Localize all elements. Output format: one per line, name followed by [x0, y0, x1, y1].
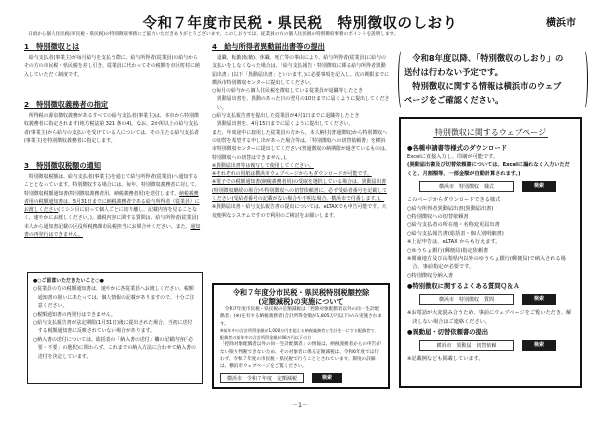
section-2 — [24, 100, 202, 145]
section-4-note: ※電子での税額通知書(納税義務者用)の受取を選択している場合は、異動届出書(特別徴収継続の場合)や特別徴収への切替依頼書に、必ず受給者番号を記載してください(受給者番号の記載がない場合や不明な場合、横浜市で付番します。)。 — [212, 179, 387, 203]
tax-box-body: 令和7年度市民税・県民税の定額減税は「控除対象配偶者以外の同一生計配偶者」(※)を有する納税義務者(合計所得金額が1,805万円以下)のみ実施されます。 — [220, 307, 382, 327]
section-4-note: ※異動届出書・給与支払報告書の提出については、eLTAXでも申告可能です。大変便利なシステムですので利用のご検討をお願いします。 — [212, 204, 387, 219]
forms-intro: このページからダウンロードできる様式 — [407, 197, 501, 204]
form-item: ○給与支払者の所在地・名称変更届出書 — [407, 222, 500, 229]
section-1-heading: 1 特別徴収とは — [24, 42, 80, 51]
form-note: ※関東地方及び山梨県内以外のゆうちょ銀行(郵便局)で納入される場合、事前指定が必要です。 — [407, 256, 566, 271]
notice-title: ●○ご留意いただきたいこと○● — [33, 278, 104, 284]
web-box-title — [407, 127, 574, 138]
submit-search-field[interactable]: 横浜市 異動届 切替依頼 — [419, 340, 514, 351]
download-desc: Excelに直接入力し、印刷が可能です。 — [407, 154, 499, 160]
submit-note: ※記載例なども掲載しています。 — [407, 356, 484, 363]
faq-note: ※お電話が大変混み合うため、事前にウェブページをご覧いただき、解決しない場合はご連絡ください。 — [407, 310, 572, 325]
notice-box — [27, 272, 203, 384]
forms-search-field[interactable]: 横浜市 特別徴収 様式 — [419, 181, 514, 192]
announcement-line: ページをご確認ください。 — [404, 95, 504, 105]
announcement-line: 送付は行わない予定です。 — [404, 67, 503, 77]
section-3-body — [24, 173, 202, 239]
section-3-text-3: 課税内容に関する質問は、給与所得者(従業員)本人から通知書記載の区役所税務課市民税担当にお問合せください。 — [24, 215, 199, 230]
form-item: ○給与所得者異動届出書(異動届出書) — [407, 205, 494, 212]
section-1 — [24, 42, 202, 79]
notice-item: ○税額通知書の再発行はできません。 — [33, 311, 116, 318]
tax-box-note: ※前年中の合計所得金額が1,000万円を超える納税義務者と生計を一にする配偶者で、配偶者の前年中の合計所得金額が48万円以下の方 — [220, 327, 379, 340]
forms-search-row — [419, 181, 574, 192]
fixed-tax-reduction-box — [212, 283, 390, 389]
download-heading: ●各種申請書等様式のダウンロード — [407, 145, 507, 152]
tax-search-row — [220, 373, 382, 383]
city-name: 横浜市 — [546, 18, 576, 29]
form-note: ※上記申告は、eLTAX からも行えます。 — [407, 239, 501, 246]
section-3-text-2: (ミシン目に沿って個人ごとに切り離し、記載内容を見ることなく、速やかにお渡しください。)。 — [24, 207, 197, 222]
form-item: ○給与支払報告書(総括表・個人別明細書) — [407, 230, 504, 237]
section-4-body: 退職、転勤(転籍)、休職、死亡等の事由により、給与所得者(従業員)に給与の支払いをしなくなった場合は、「給与支払報告・特別徴収に係る給与所得者異動届出書」(以下「異動届出書」といいます。)に必要事項を記入し、次の期限までに横浜市特別徴収センターに提出してください。 — [212, 55, 390, 86]
submit-search-button[interactable]: 検索 — [522, 340, 556, 351]
section-4-item-detail: 異動届出書を、異動のあった日の翌月の10日までに届くように提出してください。 — [216, 96, 390, 111]
notice-item: ○従業員の方の税額通知書は、速やかに各従業員へお渡しください。税額通知書の扱いにあたっては、個人情報の記載がありますので、十分ご注意ください。 — [33, 286, 195, 310]
announcement-line: 特別徴収に関する情報は横浜市のウェブ — [412, 81, 562, 91]
tax-search-field[interactable]: 横浜市 令和７年度 定額減税 — [220, 373, 304, 383]
section-3-text-4: また、 — [175, 223, 191, 230]
page-title: 令和７年度市民税・県民税 特別徴収のしおり — [142, 16, 458, 32]
section-4-note: ※異動届出書等は複写して使用してください。 — [212, 162, 314, 169]
section-1-body: 給与支払者(事業主)が毎月給与を支払う際に、給与所得者(従業員)の給与からその方の市民税・県民税を差し引き、従業員に代わってその税額を市区町村に納入していただく制度です。 — [24, 55, 200, 78]
faq-search-button[interactable]: 検索 — [522, 294, 556, 305]
form-item: ○特別徴収分納入書 — [407, 272, 454, 279]
tax-box-title-2: (定額減税)の実施について — [258, 297, 344, 306]
section-3-emphasis: 納税義務者用の税額通知書は、5月31日までに納税義務者である給与所得者（従業員）にお渡しください — [24, 190, 200, 214]
forms-search-button[interactable]: 検索 — [522, 181, 556, 192]
web-page-box — [399, 117, 582, 388]
section-4-item: ○給与支払報告書を提出した従業員が4月1日までに退職等したとき — [212, 113, 360, 120]
download-desc-2: (異動届出書及び切替依頼書については、Excelに漏れなく入力いただくと、月割額等、一部金額が自動計算されます。) — [407, 162, 570, 177]
section-4-item-detail: 異動届出書を、4月15日までに届くように提出してください。 — [216, 121, 354, 128]
tax-search-button[interactable]: 検索 — [312, 373, 342, 383]
section-3-heading: 3 特別徴収税額の通知 — [24, 161, 101, 170]
faq-heading: ●特別徴収に関するよくある質問Ｑ＆Ａ — [407, 283, 520, 291]
form-item: ○特別徴収への切替依頼書 — [407, 214, 469, 221]
tax-box-body-2: 「控除対象配偶者以外の同一生計配偶者」の情報は、納税義務者からの申告がない限り判断できないため、その対象者に係る定額減税は、令和6年度では行わず、令和７年度の市民税・県民税で行うこととされています。制度の詳細は、横浜市ウェブページをご覧ください。 — [220, 342, 381, 370]
notice-item: ○給与支払報告書が法定期限(1月31日)後に提出された場合、当初に送付する税額通知書に反映されていない場合があります。 — [33, 320, 193, 335]
section-3-emphasis-2: 通知書の再発行はできません。 — [24, 223, 201, 239]
announcement — [398, 49, 588, 110]
web-box-title-text: 特別徴収に関するウェブページ — [434, 128, 547, 137]
announcement-line: 令和8年度以降、「特別徴収のしおり」の — [412, 53, 564, 63]
form-item: ○ゆうちょ銀行(郵便局)指定依頼書 — [407, 247, 489, 254]
submit-heading: ●異動届・切替依頼書の提出 — [407, 329, 489, 337]
section-2-heading: 2 特別徴収義務者の指定 — [24, 100, 109, 109]
section-2-body: 所得税の源泉徴収義務があるすべての給与支払者(事業主)は、本市から特別徴収義務者に指定されます(地方税法第 321 条の4)。なお、2か所以上の給与支払者(事業主)から給与の支払いを受けている人については、その主たる給与支払者(事業主)を特別徴収義務者に指定します。 — [24, 113, 199, 144]
section-4-item: ○毎月の給与から個人住民税を徴収している従業員が退職等したとき — [212, 88, 363, 95]
submit-search-row — [419, 340, 574, 351]
notice-item: ○納入書の送付については、総括表の「納入書の送付」欄の記載内容(「必要・不要」の選択)に関わらず、これまでの納入方法に合わせて納入書の送付を決定しています。 — [33, 336, 196, 360]
faq-search-field[interactable]: 横浜市 特別徴収 質問 — [419, 294, 514, 305]
section-4-heading: 4 給与所得者異動届出書等の提出 — [212, 42, 325, 51]
section-4 — [212, 42, 390, 220]
section-3 — [24, 161, 202, 239]
section-3-text: 特別徴収税額は、給与支払者(事業主)を通じて給与所得者(従業員)へ通知することとなっています。特別徴収する場合には、毎年、特別徴収義務者に対して、特別徴収税額通知書(特別徴収義務者用、納税義務者用)を送付します。 — [24, 174, 200, 197]
intro-text: 日頃から個人住民税(市民税・県民税)の特別徴収事務にご協力いただきありがとうございます。このしおりでは、従業員の方の個人住民税の特別徴収事務のポイントを説明します。 — [28, 32, 399, 37]
faq-search-row — [419, 294, 574, 305]
section-4-note: ※それぞれの用紙は横浜市ウェブページからもダウンロードが可能です。 — [212, 171, 372, 178]
announcement-text — [404, 51, 582, 107]
page-number: －1－ — [292, 402, 308, 409]
tax-box-title: 令和７年度分市民税・県民税特別税額控除 — [232, 288, 370, 297]
section-4-body-2: また、年度途中に雇用した従業員の方から、本人納付(普通徴収)から特別徴収への切替を希望する申し出があった場合等は、「特別徴収への切替依頼書」を横浜市特別徴収センターに提出してください(普通徴収の納期限が過ぎているものは、特別徴収への切替はできません。)。 — [212, 129, 390, 161]
